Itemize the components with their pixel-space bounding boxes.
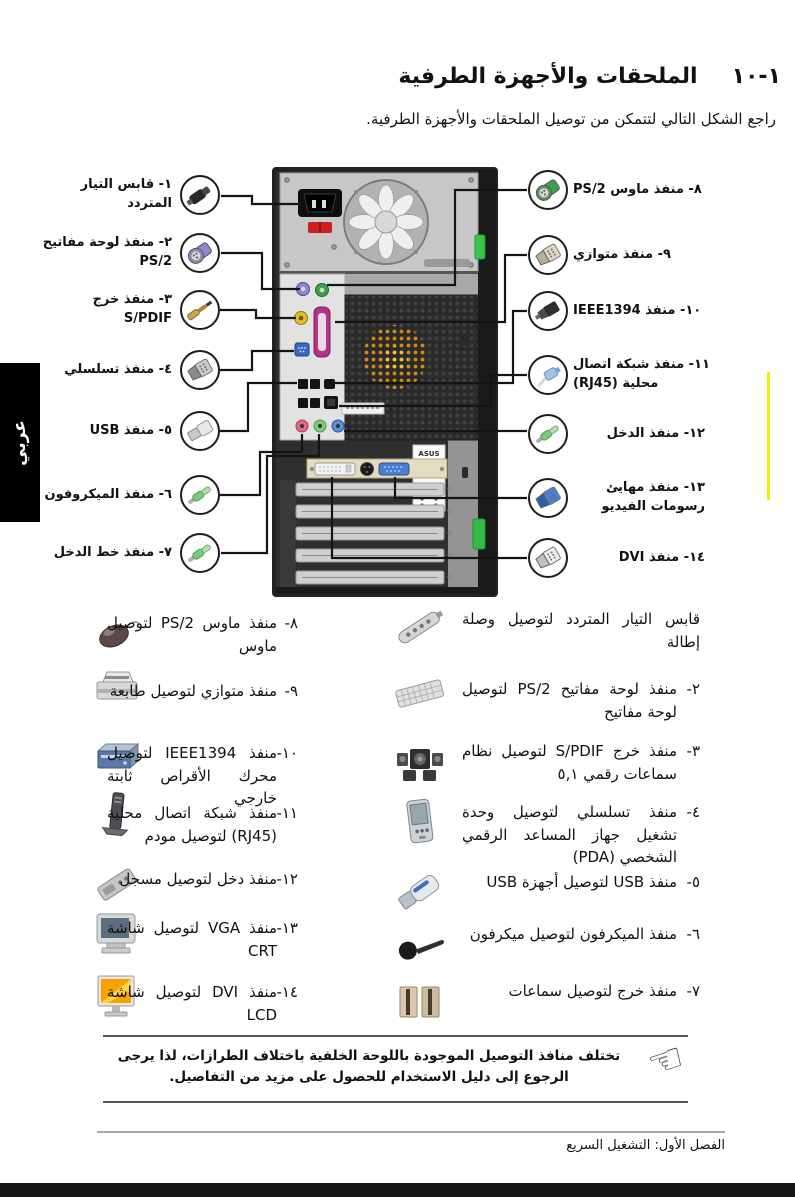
computer-tower-rear-illustration [272, 167, 498, 597]
legend-item-number: ٧- [686, 982, 700, 1000]
spdif-connector-icon [183, 293, 217, 327]
case-latch-bottom [473, 519, 485, 549]
audio-jack-connector-icon [531, 417, 565, 451]
callout-label-line: ١٠- منفذ IEEE1394 [573, 303, 702, 318]
legend-item-text: منفذ متوازي لتوصيل طابعة [109, 682, 277, 700]
ieee1394-port [324, 379, 335, 389]
note-bottom-rule [103, 1101, 688, 1103]
legend-item-text: منفذ ماوس PS/2 لتوصيل ماوس [107, 614, 277, 655]
in-port-callout-label [607, 424, 705, 443]
usb-drive-icon [393, 865, 447, 919]
legend-item-number: ٩- [284, 682, 298, 700]
callout-label-line: ٥- منفذ USB [89, 423, 172, 438]
legend-item-number: ٣- [686, 742, 700, 760]
case-latch-top [475, 235, 485, 259]
ieee1394-port-callout-circle [528, 291, 568, 331]
legend-item-text: منفذ دخل لتوصيل مسجل [119, 870, 277, 888]
legend-item-text: منفذ خرج لتوصيل سماعات [508, 982, 677, 1000]
graphics-card-bracket [307, 459, 447, 478]
io-panel [280, 274, 345, 440]
footer-rule [97, 1131, 725, 1133]
power-supply-unit [280, 173, 478, 274]
legend-item-number: ١٢- [276, 870, 298, 888]
vga-port-callout-circle [528, 478, 568, 518]
legend-item-number: ٥- [686, 873, 700, 891]
ps2-keyboard-port-callout-label [43, 233, 172, 271]
page-scan-edge [0, 1183, 795, 1197]
callout-label-line: رسومات الفيديو [601, 499, 705, 514]
callout-label-line: المتردد [127, 196, 172, 211]
legend-item-text: منفذ شبكة اتصال محلية (RJ45) لتوصيل مودم [107, 804, 277, 845]
ps2-mouse-connector-icon [531, 173, 565, 207]
scan-artifact-line [767, 372, 770, 500]
serial-port [295, 343, 309, 356]
legend-item-text: منفذ خرج S/PDIF لتوصيل نظام سماعات رقمي ٥,١ [462, 742, 677, 783]
callout-label-line: محلية (RJ45) [573, 376, 659, 391]
in-port-callout-circle [528, 414, 568, 454]
pointing-hand-icon: ☜ [641, 1033, 691, 1089]
ieee1394-port-callout-label [573, 301, 701, 320]
note-text: تختلف منافذ التوصيل الموجودة باللوحة الخلفية باختلاف الطرازات، لذا يرجى الرجوع إلى دليل الاستخدام للحصول على مزيد من التفاصيل. [117, 1048, 621, 1085]
footer-text: الفصل الأول: التشغيل السريع [566, 1138, 725, 1153]
dvi-port-callout-circle [528, 538, 568, 578]
legend-item-text: منفذ IEEE1394 لتوصيل محرك الأقراص ثابتة خارجي [107, 744, 277, 807]
callout-label-line: ٢- منفذ لوحة مفاتيح [42, 235, 172, 250]
note-top-rule [103, 1035, 688, 1037]
page-title [398, 64, 781, 89]
callout-label-line: ١٤- منفذ DVI [618, 550, 705, 565]
parallel-port [314, 307, 330, 357]
psu-fan [344, 180, 428, 264]
vga-port-callout-label [602, 478, 705, 516]
ac-power-plug-callout-label [81, 175, 172, 213]
line-in-port-callout-circle [180, 533, 220, 573]
legend-item-text: منفذ تسلسلي لتوصيل وحدة تشغيل جهاز المساعد الرقمي الشخصي (PDA) [462, 803, 677, 866]
arabic-language-tab-label: عربي [10, 419, 30, 466]
ps2-keyboard-port-callout-circle [180, 233, 220, 273]
ieee1394-connector-icon [531, 294, 565, 328]
legend-item-number: ٦- [686, 925, 700, 943]
ps2-mouse-port-callout-label [573, 180, 702, 199]
callout-label-line: ٩- منفذ متوازي [573, 247, 671, 262]
serial-port-callout-label [64, 360, 172, 379]
microphone-port-callout-label [45, 485, 172, 504]
legend-item-number: ٢- [686, 680, 700, 698]
line-in-port-callout-label [54, 543, 172, 562]
callout-label-line: ٤- منفذ تسلسلي [64, 362, 172, 377]
audio-jack-connector-icon [183, 478, 217, 512]
legend-item-text: منفذ لوحة مفاتيح PS/2 لتوصيل لوحة مفاتيح [462, 680, 677, 721]
callout-label-line: ٧- منفذ خط الدخل [53, 545, 172, 560]
callout-label-line: ١٣- منفذ مهايئ [606, 480, 705, 495]
microphone-port-callout-circle [180, 475, 220, 515]
usb-port-callout-label [90, 421, 172, 440]
callout-label-line: ٦- منفذ الميكروفون [44, 487, 172, 502]
spdif-out-port-callout-label [93, 290, 172, 328]
callout-label-line: ٣- منفذ خرج [92, 292, 172, 307]
callout-label-line: S/PDIF [123, 311, 172, 326]
parallel-connector-icon [531, 238, 565, 272]
speakers-icon [393, 975, 447, 1029]
pda-icon [393, 795, 447, 849]
ps2-mouse-port-callout-circle [528, 170, 568, 210]
serial-port-callout-circle [180, 350, 220, 390]
section-number: ١-١٠ [731, 64, 781, 89]
asus-brand-text: ASUS [418, 450, 440, 458]
legend-item-number: ١١- [276, 804, 298, 822]
lan-rj45-port-callout-label [573, 355, 710, 393]
vga-port [379, 463, 409, 475]
dvi-port-callout-label [619, 548, 705, 567]
parallel-port-callout-label [573, 245, 671, 264]
callout-label-line: PS/2 [139, 254, 172, 269]
legend-item-number: ٨- [284, 614, 298, 632]
legend-item-text: منفذ VGA لتوصيل شاشة CRT [107, 919, 277, 960]
callout-label-line: ١- قابس التيار [80, 177, 172, 192]
serial-connector-icon [183, 353, 217, 387]
legend-item-text: قابس التيار المتردد لتوصيل وصلة إطالة [462, 610, 700, 651]
legend-item-number: ١٠- [276, 744, 298, 762]
usb-plug-connector-icon [183, 414, 217, 448]
legend-item-text: منفذ USB لتوصيل أجهزة USB [486, 873, 677, 891]
callout-label-line: ١٢- منفذ الدخل [606, 426, 705, 441]
usb-port-callout-circle [180, 411, 220, 451]
legend-item-number: ١٣- [276, 919, 298, 937]
parallel-port-callout-circle [528, 235, 568, 275]
callout-label-line: ١١- منفذ شبكة اتصال [573, 357, 710, 372]
lan-rj45-port-callout-circle [528, 355, 568, 395]
ventilation-grille [342, 295, 478, 440]
legend-item-text: منفذ DVI لتوصيل شاشة LCD [107, 983, 277, 1024]
legend-item-text: منفذ الميكرفون لتوصيل ميكرفون [469, 925, 677, 943]
power-socket [298, 189, 342, 217]
keyboard-icon [393, 668, 447, 722]
power-plug-connector-icon [183, 178, 217, 212]
audio-jack-connector-icon [183, 536, 217, 570]
spdif-out-port-callout-circle [180, 290, 220, 330]
callout-label-line: ٨- منفذ ماوس PS/2 [573, 182, 702, 197]
dvi-connector-icon [531, 541, 565, 575]
ac-power-plug-callout-circle [180, 175, 220, 215]
section-title: الملحقات والأجهزة الطرفية [398, 64, 698, 89]
microphone-icon [393, 918, 447, 972]
arabic-language-tab [0, 363, 40, 522]
power-strip-icon [393, 600, 447, 654]
intro-text: راجع الشكل التالي لتتمكن من توصيل الملحقات والأجهزة الطرفية. [366, 110, 776, 128]
legend-item-number: ١٤- [276, 983, 298, 1001]
svideo-port [361, 463, 374, 476]
legend-item-number: ٤- [686, 803, 700, 821]
vga-connector-icon [531, 481, 565, 515]
audio-jacks [296, 420, 344, 432]
speaker-system-icon [393, 737, 447, 791]
dvi-port [315, 463, 355, 475]
ps2-keyboard-connector-icon [183, 236, 217, 270]
rj45-connector-icon [531, 358, 565, 392]
